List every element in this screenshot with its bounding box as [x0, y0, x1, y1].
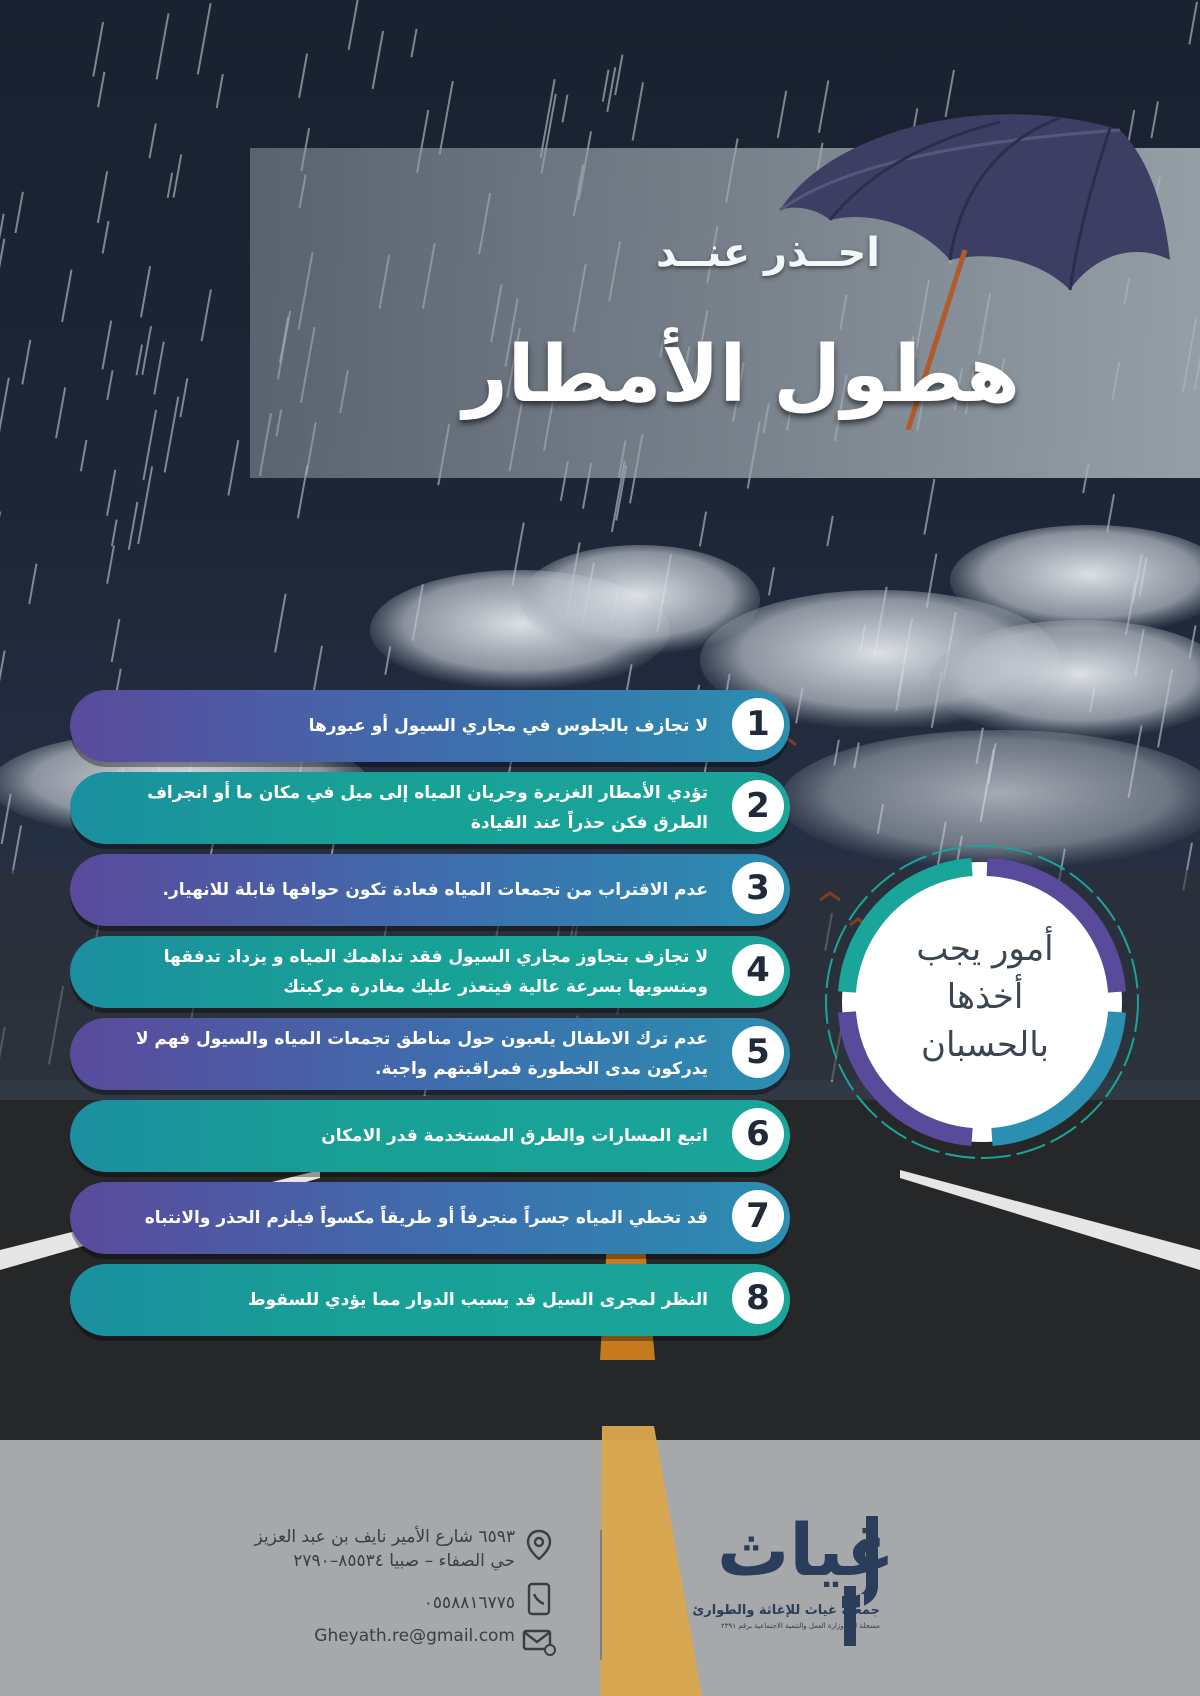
phone-number: ٠٥٥٨٨١٦٧٧٥: [423, 1593, 515, 1613]
tip-text: لا تجازف بالجلوس في مجاري السيول أو عبورها: [308, 716, 708, 736]
tip-item: [70, 854, 790, 926]
location-pin-icon: [522, 1528, 556, 1562]
rain-streak: [142, 326, 151, 375]
rain-streak: [198, 3, 211, 74]
tip-item: [70, 1264, 790, 1336]
badge-line-3: بالحسبان: [920, 1025, 1050, 1065]
rain-streak: [603, 70, 609, 102]
rain-streak: [411, 29, 416, 57]
rain-streak: [349, 0, 358, 50]
tip-text: قد تخطي المياه جسراً منجرفاً أو طريقاً مكسواً فيلزم الحذر والانتباه: [144, 1208, 708, 1228]
rain-streak: [168, 173, 173, 198]
tip-number: 8: [732, 1272, 784, 1324]
tip-text: النظر لمجرى السيل قد يسبب الدوار مما يؤدي للسقوط: [247, 1290, 708, 1310]
rain-streak: [107, 470, 115, 516]
rain-streak: [81, 440, 87, 471]
tip-number: 1: [732, 698, 784, 750]
rain-streak: [93, 22, 103, 77]
rain-streak: [299, 54, 307, 98]
tip-item: [70, 1100, 790, 1172]
tip-text: لا تجازف بتجاوز مجاري السيول فقد تداهمك المياه و يزداد تدفقها ومنسوبها بسرعة عالية فيتعذر عليك مغادرة مركبتك: [163, 947, 708, 997]
rain-streak: [154, 342, 164, 395]
rain-streak: [633, 82, 643, 140]
rain-streak: [102, 321, 111, 370]
tip-number: 4: [732, 944, 784, 996]
tip-text: عدم الاقتراب من تجمعات المياه فعادة تكون حوافها قابلة للانهيار.: [162, 880, 708, 900]
phone-icon: [522, 1582, 556, 1616]
rain-streak: [373, 31, 383, 89]
tip-item: [70, 936, 790, 1008]
tip-number: 7: [732, 1190, 784, 1242]
tip-text: تؤدي الأمطار الغزيرة وجريان المياه إلى ميل في مكان ما أو انجراف الطرق فكن حذراً عند القيادة: [147, 783, 708, 833]
tip-number: 6: [732, 1108, 784, 1160]
rain-streak: [136, 345, 142, 376]
rain-streak: [228, 440, 238, 495]
tip-item: [70, 690, 790, 762]
email-address: Gheyath.re@gmail.com: [314, 1626, 515, 1646]
badge-line-1: أمور يجب: [916, 929, 1054, 969]
rain-streak: [1189, 2, 1197, 44]
rain-streak: [202, 289, 211, 341]
rain-streak: [103, 221, 109, 253]
tip-item: [70, 1182, 790, 1254]
tip-number: 2: [732, 780, 784, 832]
rain-streak: [615, 55, 622, 95]
rain-streak: [107, 370, 112, 399]
rain-streak: [0, 378, 9, 435]
rain-streak: [173, 154, 181, 197]
rain-streak: [157, 13, 169, 79]
tip-item: [70, 772, 790, 844]
email-icon: [522, 1624, 556, 1658]
rain-streak: [22, 340, 30, 385]
page-title: هطول الأمطار: [462, 330, 1020, 420]
tip-text: عدم ترك الاطفال يلعبون حول مناطق تجمعات المياه والسيول فهم لا يدركون مدى الخطورة فمراقبتهم واجبة.: [135, 1029, 708, 1079]
rain-streak: [165, 397, 179, 473]
tip-number: 3: [732, 862, 784, 914]
address-line-1: ٦٥٩٣ شارع الأمير نايف بن عبد العزيز: [254, 1527, 515, 1547]
organization-logo-name: غياث: [717, 1508, 895, 1592]
rain-streak: [141, 266, 150, 317]
footer-divider: [600, 1530, 602, 1660]
rain-streak: [180, 378, 187, 417]
rain-streak: [143, 410, 156, 480]
rain-streak: [0, 239, 4, 316]
rain-streak: [150, 123, 156, 158]
badge-text: [870, 925, 1100, 1075]
rain-streak: [440, 81, 453, 154]
rain-streak: [98, 72, 104, 107]
badge-line-2: أخذها: [946, 977, 1024, 1017]
title-small: احــذر عنــد: [655, 230, 880, 276]
rain-streak: [98, 171, 107, 223]
tip-item: [70, 1018, 790, 1090]
rain-streak: [217, 74, 223, 108]
rain-streak: [541, 79, 555, 158]
tip-text: اتبع المسارات والطرق المستخدمة قدر الامكان: [321, 1126, 708, 1146]
organization-registration: مسجلة لدى وزارة العمل والتنمية الاجتماعية برقم ٢٣٩١: [720, 1622, 880, 1630]
rain-streak: [56, 387, 65, 438]
address-line-2: حي الصفاء – صبيا ٨٥٥٣٤–٢٧٩٠: [293, 1551, 515, 1571]
rain-streak: [62, 270, 71, 322]
tip-number: 5: [732, 1026, 784, 1078]
rain-streak: [15, 192, 22, 233]
rain-streak: [562, 95, 567, 123]
organization-full-name: جمعية غياث للإغاثة والطوارئ: [692, 1603, 880, 1618]
